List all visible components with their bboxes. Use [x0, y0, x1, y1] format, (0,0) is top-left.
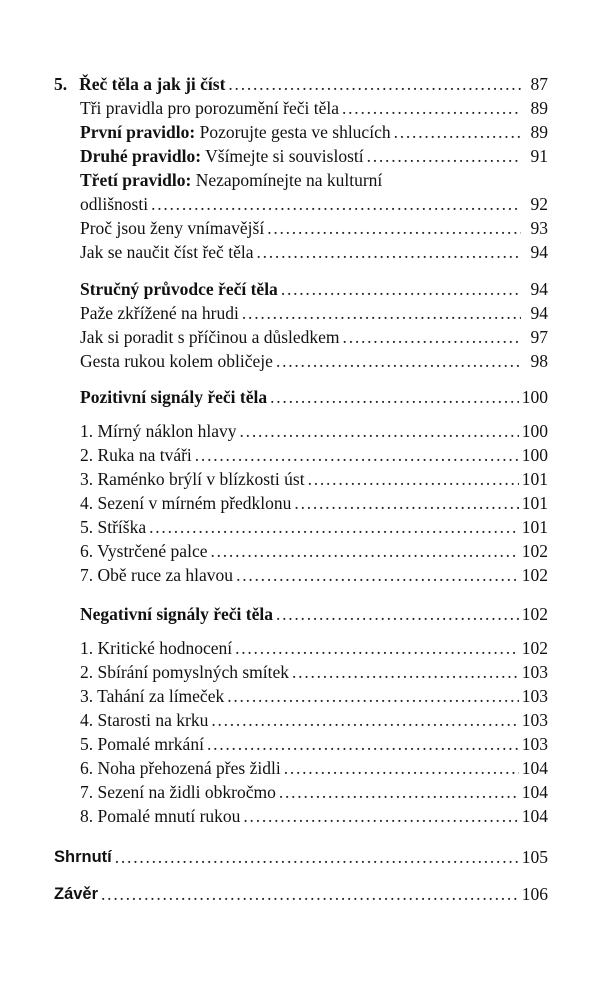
entry-title: 4. Sezení v mírném předklonu [80, 493, 292, 513]
entry-title: 5. Pomalé mrkání [80, 734, 204, 754]
toc-entry[interactable] [80, 491, 548, 515]
page-number: 103 [521, 662, 548, 682]
page-number: 106 [521, 884, 548, 904]
entry-title: odlišnosti [80, 194, 149, 214]
toc-entry[interactable] [80, 325, 548, 349]
dot-leader [284, 756, 519, 780]
chapter-number: 5. [54, 74, 68, 94]
dot-leader [281, 277, 521, 301]
page-number: 104 [521, 758, 548, 778]
page-number: 93 [530, 218, 548, 238]
dot-leader [236, 563, 519, 587]
toc-entry[interactable] [80, 144, 548, 168]
toc-entry[interactable] [80, 216, 548, 240]
toc-entry[interactable] [80, 780, 548, 804]
entry-lead: Druhé pravidlo: [80, 146, 202, 166]
dot-leader [276, 349, 521, 373]
dot-leader [115, 845, 519, 869]
toc-entry[interactable] [80, 515, 548, 539]
toc-entry[interactable] [80, 120, 548, 144]
toc-entry[interactable] [80, 684, 548, 708]
entry-title: Řeč těla a jak ji číst [79, 74, 226, 94]
page-number: 89 [530, 122, 548, 142]
toc-entry[interactable] [80, 301, 548, 325]
dot-leader [242, 301, 521, 325]
toc-entry[interactable] [80, 467, 548, 491]
entry-title: 3. Raménko brýlí v blízkosti úst [80, 469, 305, 489]
entry-title: 1. Mírný náklon hlavy [80, 421, 237, 441]
page-number: 91 [530, 146, 548, 166]
entry-title: Všímejte si souvislostí [201, 146, 364, 166]
toc-entry[interactable] [80, 349, 548, 373]
entry-title: Negativní signály řeči těla [80, 604, 273, 624]
toc-entry-continuation[interactable] [80, 192, 548, 216]
page-number: 103 [521, 710, 548, 730]
entry-title: Gesta rukou kolem obličeje [80, 351, 273, 371]
dot-leader [211, 708, 518, 732]
dot-leader [149, 515, 519, 539]
dot-leader [342, 96, 521, 120]
entry-title: Nezapomínejte na kulturní [191, 170, 383, 190]
dot-leader [394, 120, 521, 144]
page-number: 94 [530, 242, 548, 262]
page-number: 98 [530, 351, 548, 371]
entry-title: 7. Sezení na židli obkročmo [80, 782, 276, 802]
page-number: 92 [530, 194, 548, 214]
dot-leader [270, 385, 519, 409]
entry-title: Paže zkřížené na hrudi [80, 303, 239, 323]
toc-entry-conclusion[interactable] [54, 882, 548, 906]
toc-entry[interactable] [80, 168, 548, 192]
toc-entry-summary[interactable] [54, 845, 548, 869]
entry-title: 7. Obě ruce za hlavou [80, 565, 234, 585]
entry-title: Shrnutí [54, 848, 112, 866]
dot-leader [267, 216, 521, 240]
entry-title: Stručný průvodce řečí těla [80, 279, 278, 299]
entry-title: 2. Sbírání pomyslných smítek [80, 662, 290, 682]
toc-entry[interactable] [80, 419, 548, 443]
dot-leader [207, 732, 519, 756]
page-number: 87 [530, 74, 548, 94]
toc-entry[interactable] [80, 539, 548, 563]
toc-entry[interactable] [80, 660, 548, 684]
toc-entry[interactable] [80, 804, 548, 828]
page-number: 97 [530, 327, 548, 347]
dot-leader [227, 684, 519, 708]
entry-title: Pozitivní signály řeči těla [80, 387, 268, 407]
toc-section-heading[interactable] [80, 385, 548, 409]
page-number: 101 [521, 493, 548, 513]
dot-leader [228, 72, 521, 96]
page-number: 101 [521, 469, 548, 489]
page-number: 94 [530, 279, 548, 299]
page-number: 102 [521, 604, 548, 624]
entry-title: Závěr [54, 885, 99, 903]
page-number: 102 [521, 541, 548, 561]
dot-leader [276, 602, 519, 626]
dot-leader [343, 325, 521, 349]
page-number: 102 [521, 638, 548, 658]
page-number: 94 [530, 303, 548, 323]
dot-leader [256, 240, 521, 264]
page-number: 100 [521, 445, 548, 465]
entry-title: Jak se naučit číst řeč těla [80, 242, 254, 262]
entry-title: 2. Ruka na tváři [80, 445, 192, 465]
entry-title: 4. Starosti na krku [80, 710, 209, 730]
dot-leader [367, 144, 521, 168]
dot-leader [101, 882, 519, 906]
page-number: 105 [521, 847, 548, 867]
page-number: 103 [521, 686, 548, 706]
toc-entry[interactable] [80, 756, 548, 780]
entry-title: 6. Vystrčené palce [80, 541, 208, 561]
toc-entry-chapter-5[interactable] [54, 72, 548, 96]
entry-title: 1. Kritické hodnocení [80, 638, 233, 658]
page-number: 89 [530, 98, 548, 118]
dot-leader [279, 780, 519, 804]
dot-leader [308, 467, 519, 491]
page-number: 101 [521, 517, 548, 537]
dot-leader [210, 539, 518, 563]
dot-leader [235, 636, 519, 660]
dot-leader [195, 443, 519, 467]
page-number: 104 [521, 806, 548, 826]
dot-leader [243, 804, 518, 828]
toc-entry[interactable] [80, 563, 548, 587]
toc-entry[interactable] [80, 636, 548, 660]
toc-section-heading[interactable] [80, 277, 548, 301]
entry-title: 6. Noha přehozená přes židli [80, 758, 281, 778]
entry-title: Tři pravidla pro porozumění řeči těla [80, 98, 339, 118]
entry-title: Jak si poradit s příčinou a důsledkem [80, 327, 340, 347]
entry-title: 8. Pomalé mnutí rukou [80, 806, 241, 826]
toc-entry[interactable] [80, 96, 548, 120]
toc-section-heading[interactable] [80, 602, 548, 626]
toc-entry[interactable] [80, 708, 548, 732]
entry-title: Proč jsou ženy vnímavější [80, 218, 265, 238]
page-number: 100 [521, 387, 548, 407]
dot-leader [292, 660, 519, 684]
entry-lead: První pravidlo: [80, 122, 196, 142]
toc-entry[interactable] [80, 240, 548, 264]
dot-leader [294, 491, 518, 515]
entry-title: 5. Stříška [80, 517, 147, 537]
dot-leader [151, 192, 521, 216]
page-number: 104 [521, 782, 548, 802]
page-number: 100 [521, 421, 548, 441]
entry-title: Pozorujte gesta ve shlucích [195, 122, 391, 142]
toc-entry[interactable] [80, 443, 548, 467]
page-number: 103 [521, 734, 548, 754]
dot-leader [240, 419, 519, 443]
page-number: 102 [521, 565, 548, 585]
entry-title: 3. Tahání za límeček [80, 686, 225, 706]
toc-entry[interactable] [80, 732, 548, 756]
entry-lead: Třetí pravidlo: [80, 170, 192, 190]
